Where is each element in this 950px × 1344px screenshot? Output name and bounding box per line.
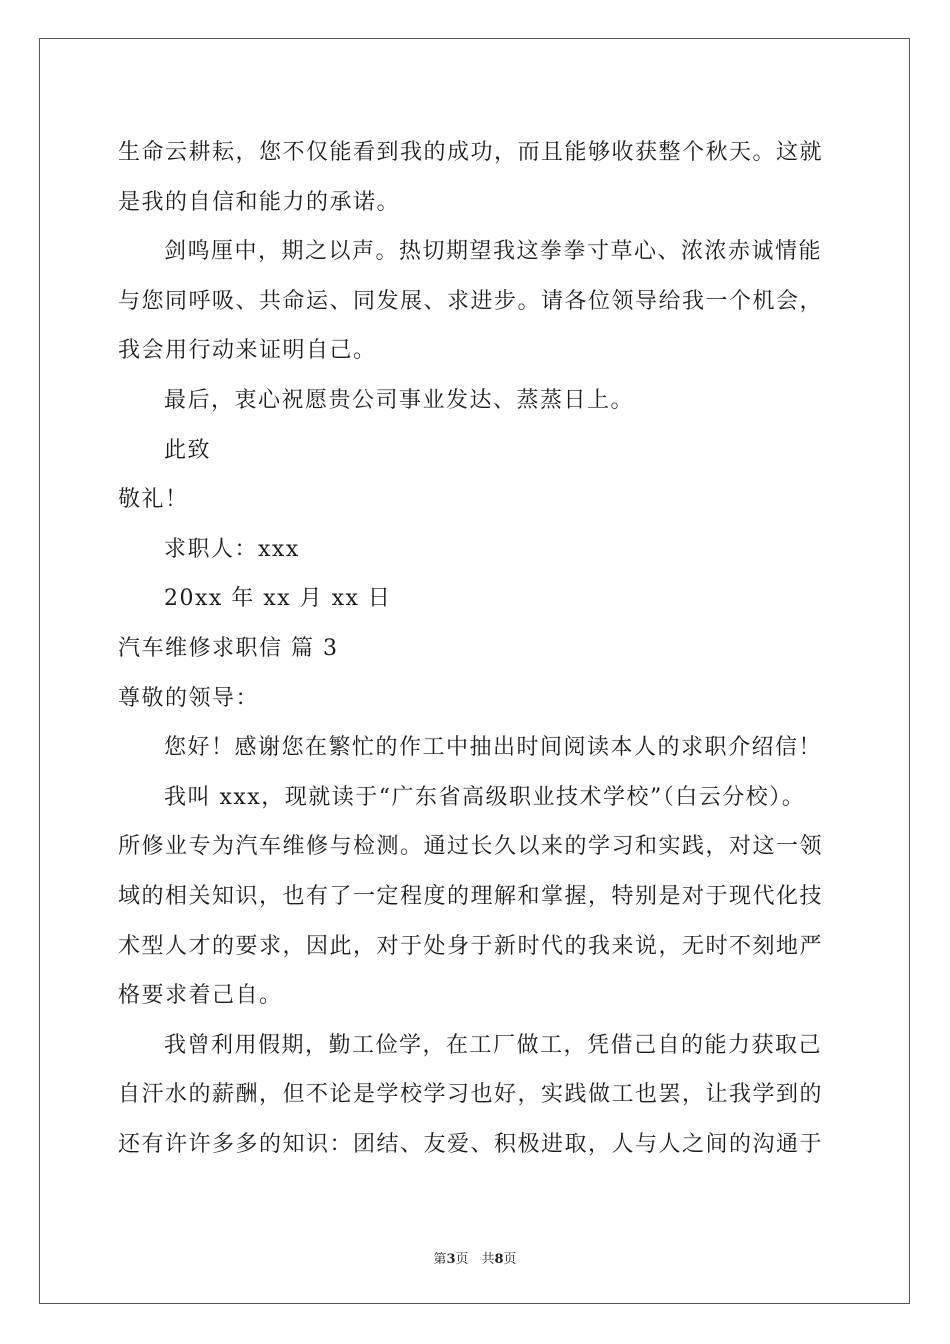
footer-suffix: 页 (503, 1252, 517, 1267)
text-line: 术型人才的要求，因此，对于处身于新时代的我来说，无时不刻地严 (118, 933, 824, 959)
text-line: 域的相关知识，也有了一定程度的理解和掌握，特别是对于现代化技 (118, 883, 824, 909)
page-footer (0, 1248, 950, 1267)
text-line: 我叫 xxx，现就读于“广东省高级职业技术学校”（白云分校）。 (164, 784, 806, 810)
text-line: 是我的自信和能力的承诺。 (118, 189, 401, 215)
text-line: 与您同呼吸、共命运、同发展、求进步。请各位领导给我一个机会， (118, 288, 824, 314)
signature-line: 求职人：xxx (164, 536, 300, 562)
text-line: 敬礼！ (118, 487, 189, 513)
text-line: 所修业专为汽车维修与检测。通过长久以来的学习和实践，对这一领 (118, 834, 824, 860)
date-line: 20xx 年 xx 月 xx 日 (164, 586, 392, 612)
current-page-number: 3 (446, 1252, 456, 1267)
document-body (118, 128, 858, 1169)
text-line: 您好！感谢您在繁忙的作工中抽出时间阅读本人的求职介绍信！ (164, 735, 823, 761)
text-line: 自汗水的薪酬，但不论是学校学习也好，实践做工也罢，让我学到的 (118, 1082, 824, 1108)
text-line: 生命云耕耘，您不仅能看到我的成功，而且能够收获整个秋天。这就 (118, 140, 824, 165)
text-line: 我曾利用假期，勤工俭学，在工厂做工，凭借己自的能力获取己 (164, 1032, 823, 1058)
footer-mid: 页 共 (455, 1252, 495, 1267)
text-line: 最后，衷心祝愿贵公司事业发达、蒸蒸日上。 (164, 387, 635, 413)
total-pages-number: 8 (494, 1252, 504, 1267)
text-line: 此致 (164, 437, 212, 463)
text-line: 剑鸣厘中，期之以声。热切期望我这拳拳寸草心、浓浓赤诚情能 (164, 239, 823, 265)
text-line: 还有许许多多的知识：团结、友爱、积极进取，人与人之间的沟通于 (118, 1131, 824, 1157)
section-heading: 汽车维修求职信 篇 3 (118, 635, 339, 661)
text-line: 我会用行动来证明自己。 (118, 338, 377, 364)
footer-prefix: 第 (433, 1252, 447, 1267)
salutation: 尊敬的领导： (118, 685, 260, 711)
text-line: 格要求着己自。 (118, 983, 283, 1009)
